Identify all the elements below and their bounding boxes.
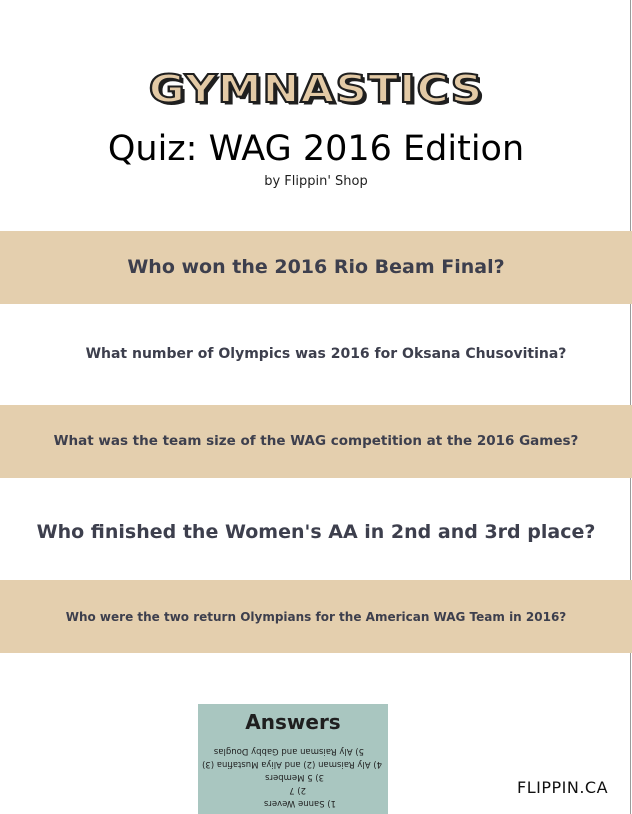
byline: by Flippin' Shop bbox=[264, 174, 368, 189]
answer-5: 5) Aly Raisman and Gabby Douglas bbox=[213, 746, 364, 756]
answers-title: Answers bbox=[245, 710, 341, 734]
question-3: What was the team size of the WAG competition at the 2016 Games? bbox=[53, 433, 579, 449]
answer-3: 3) 5 Members bbox=[265, 772, 324, 782]
page-title: GYMNASTICS bbox=[148, 67, 484, 112]
question-2: What number of Olympics was 2016 for Oksana Chusovitina? bbox=[85, 346, 567, 362]
question-5: Who were the two return Olympians for the American WAG Team in 2016? bbox=[65, 610, 567, 624]
question-1: Who won the 2016 Rio Beam Final? bbox=[127, 256, 505, 278]
answer-4: 4) Aly Raisman (2) and Aliya Mustafina (3) bbox=[202, 759, 382, 769]
answers-list-upside-down bbox=[198, 742, 388, 812]
answer-2: 2) 7 bbox=[289, 785, 306, 795]
answer-1: 1) Sanne Wevers bbox=[263, 798, 336, 808]
footer-brand: FLIPPIN.CA bbox=[517, 778, 609, 797]
question-4: Who finished the Women's AA in 2nd and 3rd place? bbox=[36, 521, 596, 543]
page-subtitle: Quiz: WAG 2016 Edition bbox=[107, 129, 525, 169]
answers-box bbox=[198, 704, 388, 814]
